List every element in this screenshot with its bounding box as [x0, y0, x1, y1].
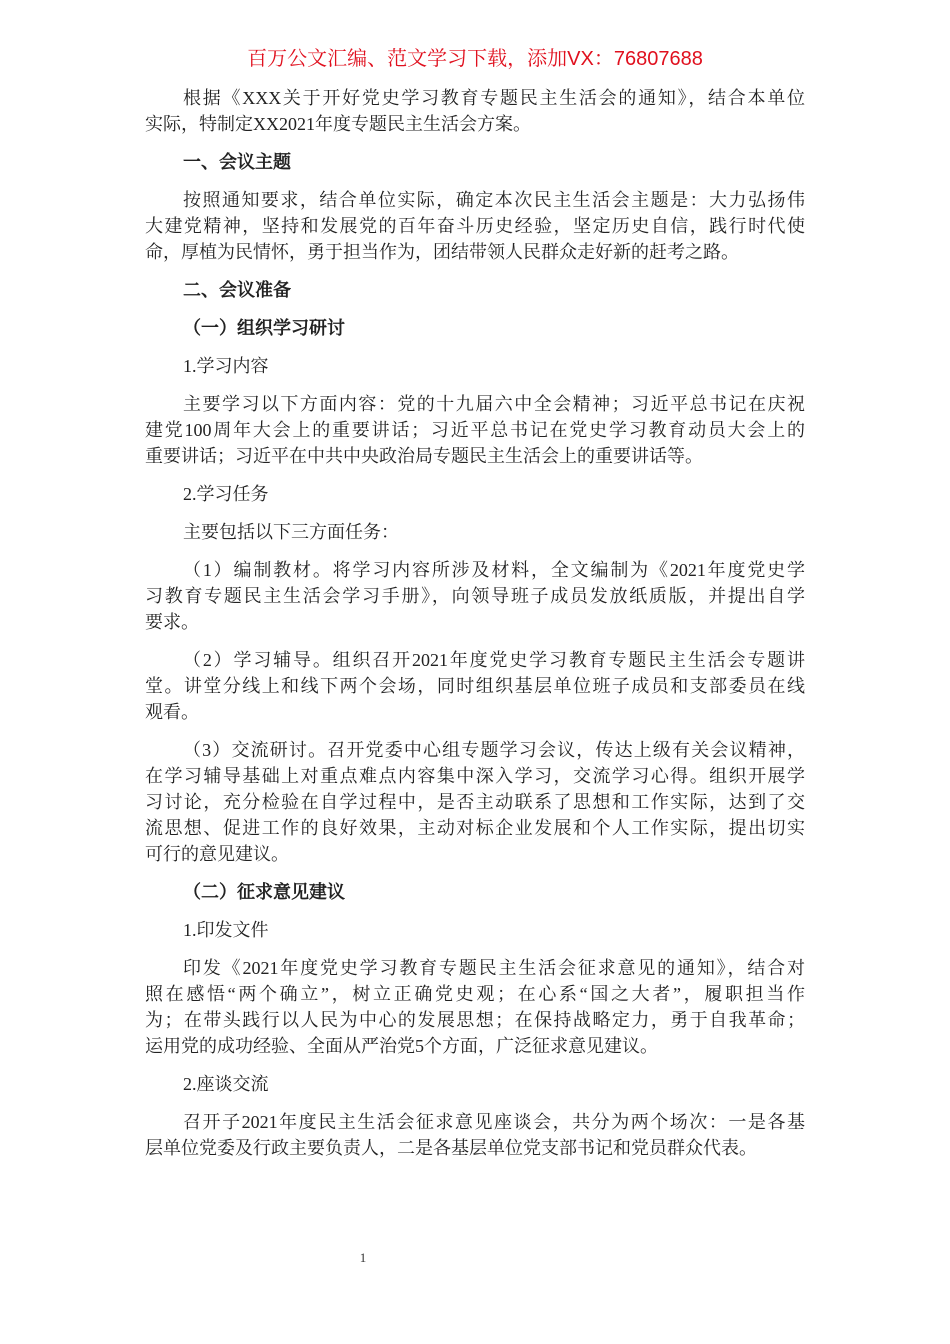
- text-line: 要求。: [145, 612, 199, 632]
- paragraph: [145, 481, 805, 507]
- paragraph: [145, 557, 805, 635]
- text-line: 运用党的成功经验、全面从严治党5个方面，广泛征求意见建议。: [145, 1036, 658, 1056]
- text-line: 1.印发文件: [183, 920, 269, 940]
- text-line: 习讨论，充分检验在自学过程中，是否主动联系了思想和工作实际，达到了交: [145, 792, 805, 812]
- paragraph: [145, 187, 805, 265]
- text-line: 召开子2021年度民主生活会征求意见座谈会，共分为两个场次：一是各基: [183, 1112, 805, 1132]
- text-line: 堂。讲堂分线上和线下两个会场，同时组织基层单位班子成员和支部委员在线: [145, 676, 805, 696]
- page-number: 1: [359, 1250, 367, 1265]
- text-line: 1.学习内容: [183, 356, 269, 376]
- text-line: 主要学习以下方面内容：党的十九届六中全会精神；习近平总书记在庆祝: [183, 394, 805, 414]
- text-line: 根据《XXX关于开好党史学习教育专题民主生活会的通知》，结合本单位: [183, 88, 805, 108]
- text-line: 照在感悟“两个确立”，树立正确党史观；在心系“国之大者”，履职担当作: [145, 984, 805, 1004]
- text-line: （2）学习辅导。组织召开2021年度党史学习教育专题民主生活会专题讲: [183, 650, 805, 670]
- text-line: （一）组织学习研讨: [183, 318, 345, 338]
- text-line: 大建党精神，坚持和发展党的百年奋斗历史经验，坚定历史自信，践行时代使: [145, 216, 805, 236]
- text-line: 实际，特制定XX2021年度专题民主生活会方案。: [145, 114, 531, 134]
- text-line: 印发《2021年度党史学习教育专题民主生活会征求意见的通知》，结合对: [183, 958, 805, 978]
- text-line: （1）编制教材。将学习内容所涉及材料，全文编制为《2021年度党史学: [183, 560, 805, 580]
- paragraph: [145, 647, 805, 725]
- paragraph: [145, 955, 805, 1059]
- paragraph: [145, 85, 805, 137]
- text-line: （3）交流研讨。召开党委中心组专题学习会议，传达上级有关会议精神，: [183, 740, 805, 760]
- text-line: 在学习辅导基础上对重点难点内容集中深入学习，交流学习心得。组织开展学: [145, 766, 805, 786]
- watermark-banner: 百万公文汇编、范文学习下载，添加VX：76807688: [247, 48, 703, 70]
- section-heading: [145, 277, 805, 303]
- text-line: 重要讲话；习近平在中共中央政治局专题民主生活会上的重要讲话等。: [145, 446, 703, 466]
- text-line: 习教育专题民主生活会学习手册》，向领导班子成员发放纸质版，并提出自学: [145, 586, 805, 606]
- text-line: 建党100周年大会上的重要讲话；习近平总书记在党史学习教育动员大会上的: [145, 420, 805, 440]
- text-line: 层单位党委及行政主要负责人，二是各基层单位党支部书记和党员群众代表。: [145, 1138, 757, 1158]
- section-heading: [145, 149, 805, 175]
- text-line: 二、会议准备: [183, 280, 291, 300]
- section-heading: [145, 315, 805, 341]
- paragraph: [145, 519, 805, 545]
- document-body: [145, 85, 805, 1173]
- paragraph: [145, 391, 805, 469]
- paragraph: [145, 1109, 805, 1161]
- paragraph: [145, 353, 805, 379]
- text-line: 一、会议主题: [183, 152, 291, 172]
- section-heading: [145, 879, 805, 905]
- text-line: 可行的意见建议。: [145, 844, 289, 864]
- text-line: 命，厚植为民情怀，勇于担当作为，团结带领人民群众走好新的赶考之路。: [145, 242, 739, 262]
- text-line: 观看。: [145, 702, 199, 722]
- text-line: 主要包括以下三方面任务：: [183, 522, 399, 542]
- paragraph: [145, 917, 805, 943]
- paragraph: [145, 737, 805, 867]
- text-line: （二）征求意见建议: [183, 882, 345, 902]
- text-line: 2.座谈交流: [183, 1074, 269, 1094]
- text-line: 按照通知要求，结合单位实际，确定本次民主生活会主题是：大力弘扬伟: [183, 190, 805, 210]
- text-line: 流思想、促进工作的良好效果，主动对标企业发展和个人工作实际，提出切实: [145, 818, 805, 838]
- text-line: 2.学习任务: [183, 484, 269, 504]
- text-line: 为；在带头践行以人民为中心的发展思想；在保持战略定力，勇于自我革命；: [145, 1010, 805, 1030]
- paragraph: [145, 1071, 805, 1097]
